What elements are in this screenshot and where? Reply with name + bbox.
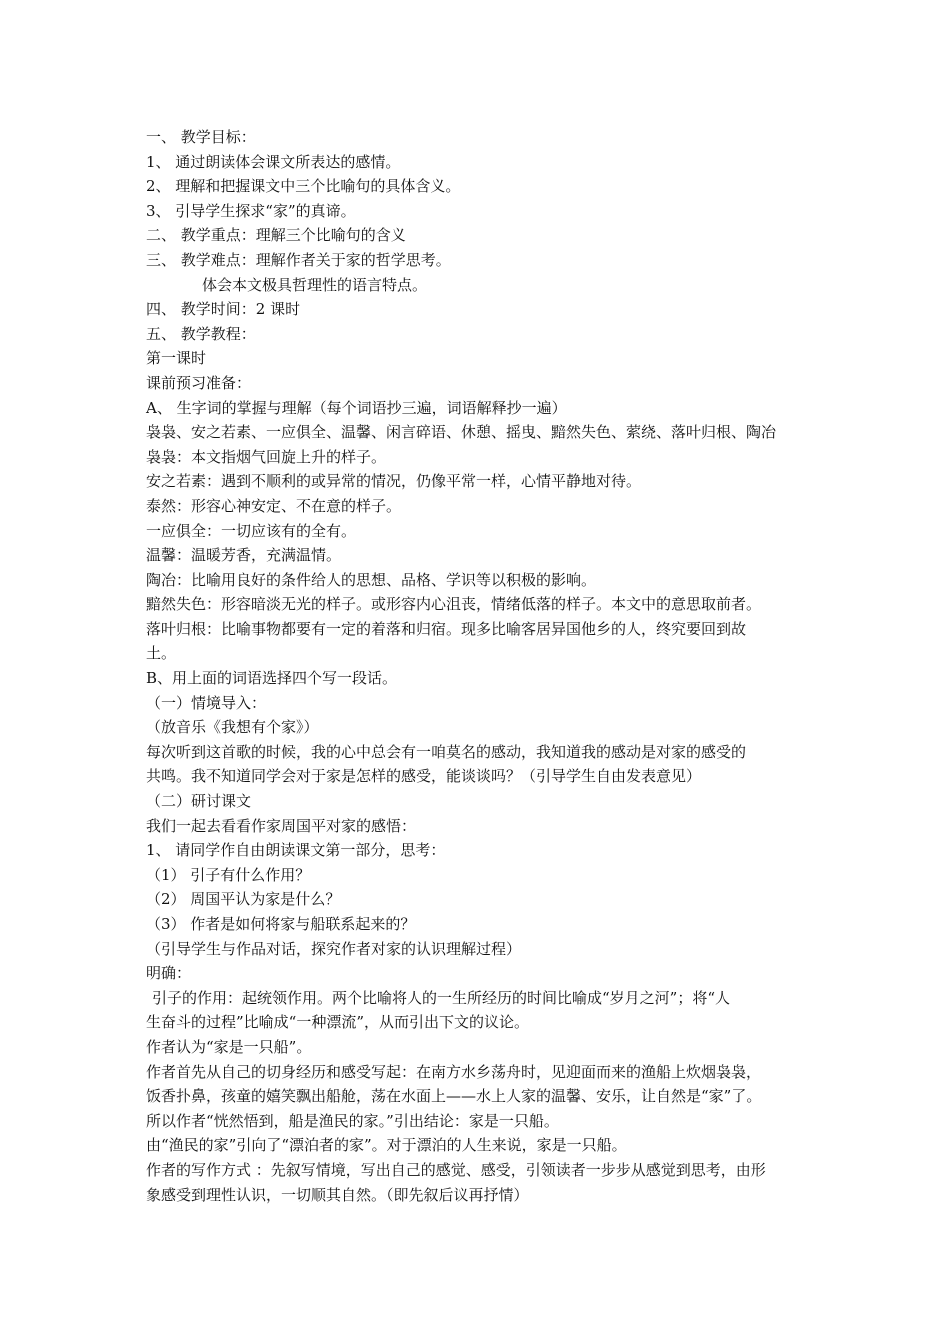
vocab-def: 陶冶：比喻用良好的条件给人的思想、品格、学识等以积极的影响。 xyxy=(146,570,597,589)
answer-paragraph: 引子的作用：起统领作用。两个比喻将人的一生所经历的时间比喻成“岁月之河”；将“人 xyxy=(152,988,731,1007)
task-1: 1、 请同学作自由朗读课文第一部分，思考： xyxy=(146,841,446,860)
answer-paragraph: 所以作者“恍然悟到，船是渔民的家。”引出结论：家是一只船。 xyxy=(146,1111,559,1130)
lesson-one-title: 第一课时 xyxy=(146,349,207,368)
music-note: （放音乐《我想有个家》） xyxy=(146,718,319,737)
preview-prep: 课前预习准备： xyxy=(146,373,252,392)
answer-paragraph: 饭香扑鼻，孩童的嬉笑飘出船舱，荡在水面上——水上人家的温馨、安乐，让自然是“家”了。 xyxy=(146,1087,762,1106)
objective-2: 2、 理解和把握课文中三个比喻句的具体含义。 xyxy=(146,177,461,196)
intro-paragraph: 每次听到这首歌的时候，我的心中总会有一咱莫名的感动，我知道我的感动是对家的感受的 xyxy=(146,742,747,761)
vocab-task-a: A、 生字词的掌握与理解（每个词语抄三遍，词语解释抄一遍） xyxy=(146,398,567,417)
answer-paragraph: 作者认为“家是一只船”。 xyxy=(146,1037,312,1056)
vocab-def: 一应俱全：一切应该有的全有。 xyxy=(146,521,357,540)
vocab-def: 落叶归根：比喻事物都要有一定的着落和归宿。现多比喻客居异国他乡的人，终究要回到故 xyxy=(146,619,747,638)
heading-key-points: 二、 教学重点：理解三个比喻句的含义 xyxy=(146,226,406,245)
answer-paragraph: 象感受到理性认识，一切顺其自然。（即先叙后议再抒情） xyxy=(146,1185,529,1204)
question-2: （2） 周国平认为家是什么？ xyxy=(146,890,341,909)
question-3: （3） 作者是如何将家与船联系起来的？ xyxy=(146,915,416,933)
vocab-list: 袅袅、安之若素、一应俱全、温馨、闲言碎语、休憩、摇曳、黯然失色、萦绕、落叶归根、陶冶 xyxy=(146,423,777,442)
section-study-heading: （二）研讨课文 xyxy=(146,792,252,811)
document-body xyxy=(146,125,814,1207)
intro-paragraph: 共鸣。我不知道同学会对于家是怎样的感受，能谈谈吗？（引导学生自由发表意见） xyxy=(146,767,702,786)
vocab-def: 黯然失色：形容暗淡无光的样子。或形容内心沮丧，情绪低落的样子。本文中的意思取前者。 xyxy=(146,595,762,614)
vocab-def: 袅袅：本文指烟气回旋上升的样子。 xyxy=(146,447,387,466)
vocab-task-b: B、用上面的词语选择四个写一段话。 xyxy=(146,669,398,688)
difficulty-note: 体会本文极具哲理性的语言特点。 xyxy=(202,275,428,294)
heading-difficulties: 三、 教学难点：理解作者关于家的哲学思考。 xyxy=(146,250,451,269)
answer-paragraph: 由“渔民的家”引向了“漂泊者的家”。对于漂泊的人生来说，家是一只船。 xyxy=(146,1136,627,1155)
objective-3: 3、 引导学生探求“家”的真谛。 xyxy=(146,201,356,220)
answer-paragraph: 作者首先从自己的切身经历和感受写起：在南方水乡荡舟时，见迎面而来的渔船上炊烟袅袅， xyxy=(146,1062,762,1081)
vocab-def-continued: 土。 xyxy=(146,644,177,663)
answer-paragraph: 生奋斗的过程”比喻成“一种漂流”，从而引出下文的议论。 xyxy=(146,1013,530,1032)
guidance-note: （引导学生与作品对话，探究作者对家的认识理解过程） xyxy=(146,939,522,958)
heading-time: 四、 教学时间：2 课时 xyxy=(146,300,301,319)
question-1: （1） 引子有什么作用？ xyxy=(146,865,311,884)
section-intro-heading: （一）情境导入： xyxy=(146,693,267,712)
vocab-def: 泰然：形容心神安定、不在意的样子。 xyxy=(146,496,402,515)
heading-process: 五、 教学教程： xyxy=(146,324,256,343)
answer-paragraph: 作者的写作方式 ：先叙写情境，写出自己的感觉、感受，引领读者一步步从感觉到思考，由形 xyxy=(146,1160,766,1179)
study-lead: 我们一起去看看作家周国平对家的感悟： xyxy=(146,816,417,835)
vocab-def: 温馨：温暖芳香，充满温情。 xyxy=(146,546,342,565)
objective-1: 1、 通过朗读体会课文所表达的感情。 xyxy=(146,152,401,171)
vocab-def: 安之若素：遇到不顺利的或异常的情况，仍像平常一样，心情平静地对待。 xyxy=(146,472,642,491)
clarify-heading: 明确： xyxy=(146,964,192,983)
heading-objectives: 一、 教学目标： xyxy=(146,128,256,146)
